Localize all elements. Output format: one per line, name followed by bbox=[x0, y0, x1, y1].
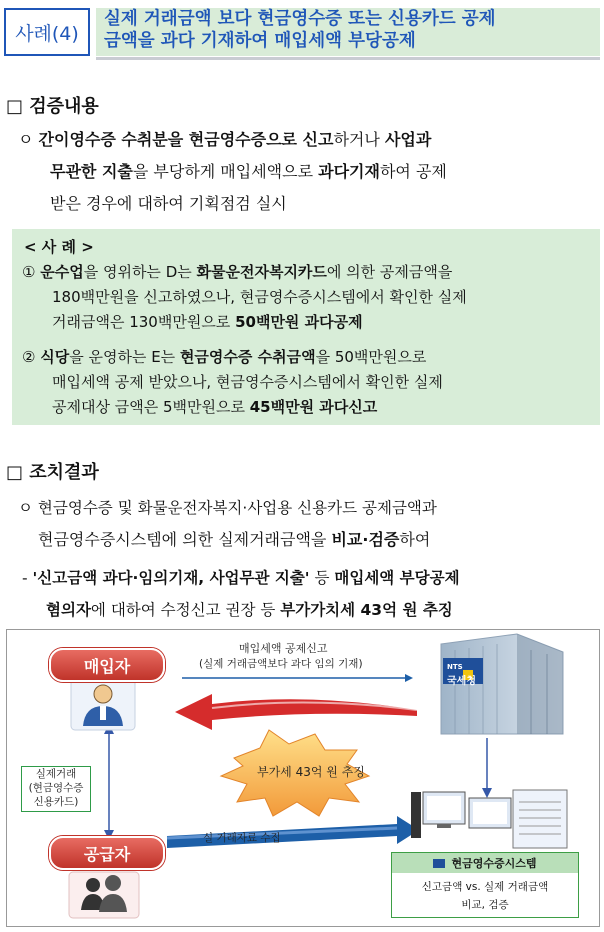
nts-sign-small: NTS bbox=[447, 663, 463, 671]
report-arrow-sublabel: (실제 거래금액보다 과다 임의 기재) bbox=[199, 658, 363, 670]
body-text: 하거나 bbox=[333, 130, 385, 149]
body-text: 에 대하여 수정신고 권장 등 bbox=[90, 601, 281, 619]
buyer-label: 매입자 bbox=[49, 648, 165, 682]
body-text: 을 50백만원으로 bbox=[315, 348, 427, 366]
case-label: 사례(4) bbox=[4, 8, 90, 56]
verification-line-1 bbox=[18, 124, 431, 156]
side-label-line-1: 실제거래 bbox=[35, 768, 77, 780]
body-text: 공제대상 금액은 5백만원으로 bbox=[52, 398, 250, 416]
verification-line-3: 받은 경우에 대하여 기획점검 실시 bbox=[50, 194, 287, 213]
emphasis-text: 비교·검증 bbox=[331, 530, 400, 549]
body-text: 에 의한 공제금액을 bbox=[326, 263, 453, 281]
cash-receipt-system-box bbox=[391, 852, 579, 918]
data-collection-label: 실 거래자료 수집 bbox=[203, 832, 281, 844]
system-verify-text: 비교, 검증 bbox=[461, 899, 509, 911]
system-header bbox=[392, 853, 578, 873]
examples-box bbox=[12, 229, 600, 425]
page-title bbox=[96, 8, 600, 56]
body-text: 거래금액은 130백만원으로 bbox=[52, 313, 236, 331]
title-line-2: 금액을 과다 기재하여 매입세액 부당공제 bbox=[104, 31, 416, 51]
example-2-line-3 bbox=[52, 395, 377, 420]
nts-to-system-arrow bbox=[482, 738, 492, 798]
supplier-people-icon bbox=[69, 872, 139, 918]
body-text: 을 운영하는 E는 bbox=[69, 348, 180, 366]
side-label-line-3: 신용카드) bbox=[33, 796, 79, 808]
result-line-3 bbox=[22, 562, 460, 594]
system-title: 현금영수증시스템 bbox=[451, 857, 537, 870]
emphasis-text: 매입세액 부당공제 bbox=[334, 569, 460, 587]
title-divider bbox=[96, 57, 600, 60]
body-text: 하여 bbox=[399, 530, 431, 549]
emphasis-text: 부가가치세 43억 원 추징 bbox=[280, 601, 453, 619]
tax-collection-label: 부가세 43억 원 추징 bbox=[257, 765, 365, 779]
side-label-line-2: (현금영수증 bbox=[28, 782, 84, 794]
title-line-1: 실제 거래금액 보다 현금영수증 또는 신용카드 공제 bbox=[104, 9, 496, 29]
body-text: 하여 공제 bbox=[379, 162, 447, 181]
example-2-line-1 bbox=[22, 345, 426, 370]
emphasis-text: 혐의자 bbox=[46, 601, 91, 619]
body-text: 등 bbox=[309, 569, 335, 587]
dash-marker: - bbox=[22, 569, 33, 587]
system-compare-text: 신고금액 vs. 실제 거래금액 bbox=[421, 881, 549, 893]
result-line-4 bbox=[46, 594, 453, 626]
number-marker: ① bbox=[22, 263, 41, 281]
actual-transaction-box bbox=[21, 766, 91, 812]
nts-sign: 국세청 bbox=[447, 676, 476, 687]
examples-heading: < 사 례 > bbox=[24, 238, 94, 256]
report-arrow-label: 매입세액 공제신고 bbox=[239, 642, 328, 655]
example-1-line-2: 180백만원을 신고하였으나, 현금영수증시스템에서 확인한 실제 bbox=[52, 288, 467, 306]
penalty-arrow bbox=[175, 694, 417, 730]
body-text: 현금영수증시스템에 의한 실제거래금액을 bbox=[38, 530, 332, 549]
supplier-label: 공급자 bbox=[49, 836, 165, 870]
number-marker: ② bbox=[22, 348, 41, 366]
section-heading-verification: □ 검증내용 bbox=[6, 96, 99, 117]
emphasis-text: 간이영수증 수취분을 현금영수증으로 신고 bbox=[38, 130, 334, 149]
system-logo-icon bbox=[433, 859, 445, 868]
section-heading-result: □ 조치결과 bbox=[6, 462, 99, 483]
report-arrow bbox=[182, 674, 413, 682]
example-1-line-3 bbox=[52, 310, 363, 335]
emphasis-text: '신고금액 과다·임의기재, 사업무관 지출' bbox=[32, 569, 310, 587]
buyer-person-icon bbox=[71, 678, 135, 730]
emphasis-text: 과다기재 bbox=[318, 162, 380, 181]
body-text: 을 부당하게 매입세액으로 bbox=[132, 162, 319, 181]
emphasis-text: 운수업 bbox=[40, 263, 84, 281]
emphasis-text: 50백만원 과다공제 bbox=[235, 313, 363, 331]
process-diagram bbox=[6, 629, 600, 927]
emphasis-text: 식당 bbox=[40, 348, 70, 366]
emphasis-text: 무관한 지출 bbox=[50, 162, 133, 181]
body-text: 을 영위하는 D는 bbox=[83, 263, 197, 281]
emphasis-text: 45백만원 과다신고 bbox=[249, 398, 378, 416]
emphasis-text: 화물운전자복지카드 bbox=[196, 263, 327, 281]
bullet-text: ㅇ bbox=[18, 130, 39, 149]
result-line-2 bbox=[38, 524, 430, 556]
result-line-1: ㅇ 현금영수증 및 화물운전자복지·사업용 신용카드 공제금액과 bbox=[18, 499, 437, 517]
example-2-line-2: 매입세액 공제 받았으나, 현금영수증시스템에서 확인한 실제 bbox=[52, 373, 443, 391]
verification-line-2 bbox=[50, 156, 447, 188]
emphasis-text: 현금영수증 수취금액 bbox=[179, 348, 316, 366]
example-1-line-1 bbox=[22, 260, 452, 285]
emphasis-text: 사업과 bbox=[384, 130, 432, 149]
computer-system-icon bbox=[411, 790, 567, 848]
transaction-double-arrow bbox=[104, 724, 114, 840]
